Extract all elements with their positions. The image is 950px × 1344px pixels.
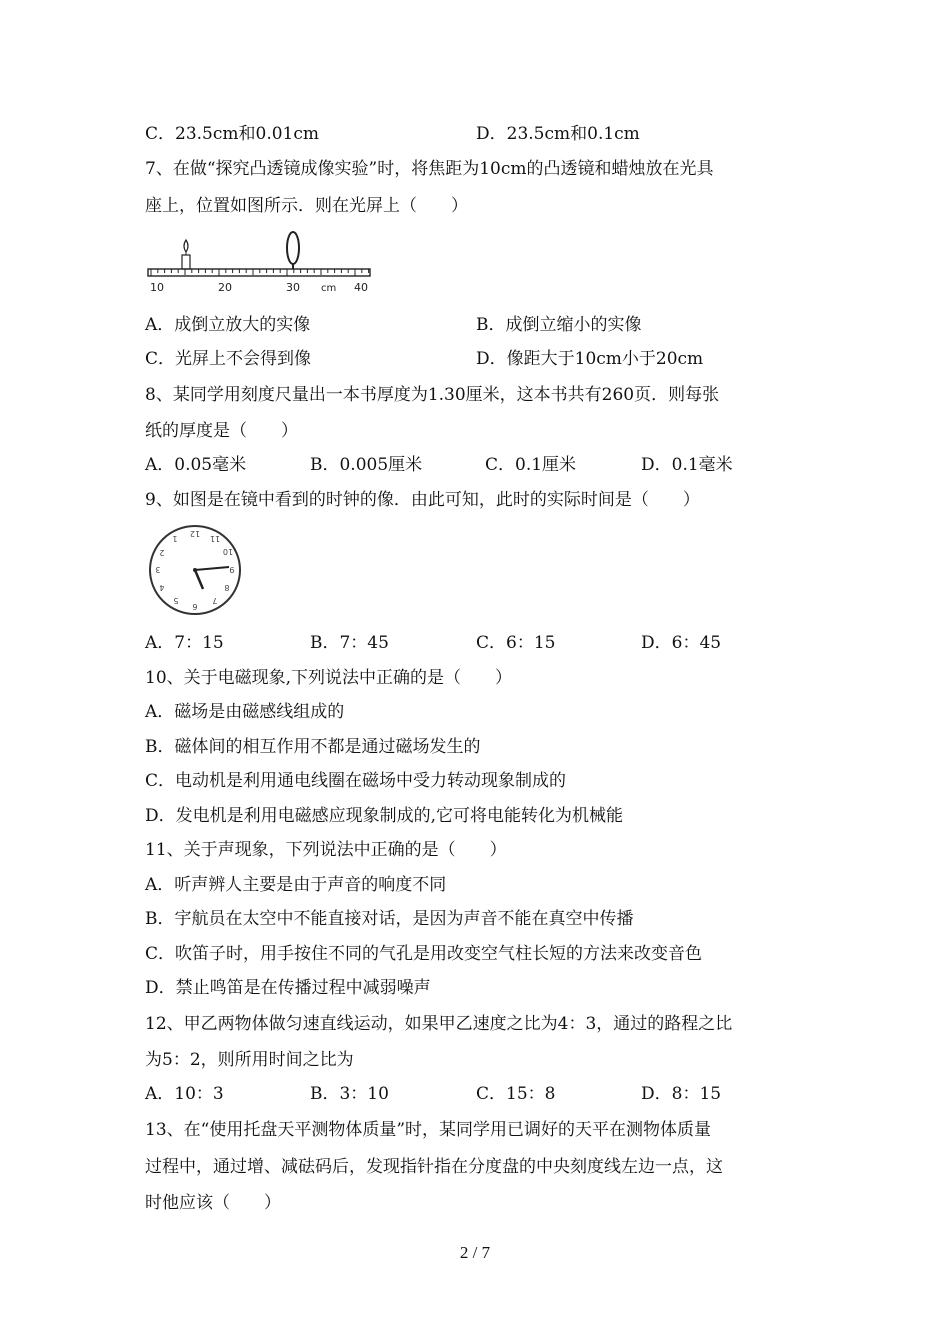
q11-option-a: A．听声辨人主要是由于声音的响度不同 — [145, 875, 447, 895]
q10-option-b: B．磁体间的相互作用不都是通过磁场发生的 — [145, 737, 481, 757]
q8-stem-line2: 纸的厚度是（ ） — [145, 421, 298, 441]
svg-text:8: 8 — [224, 583, 230, 592]
q7-option-a: A．成倒立放大的实像 — [145, 315, 311, 335]
ruler-tick-label: 10 — [150, 281, 164, 294]
q9-option-b: B．7：45 — [310, 633, 389, 653]
q8-option-d: D．0.1毫米 — [641, 455, 733, 475]
q9-stem-line1: 9、如图是在镜中看到的时钟的像．由此可知，此时的实际时间是（ ） — [145, 490, 700, 510]
q9-option-a: A．7：15 — [145, 633, 224, 653]
q8-option-a: A．0.05毫米 — [145, 455, 247, 475]
ruler-tick-label: 40 — [354, 281, 368, 294]
q12-option-b: B．3：10 — [310, 1084, 389, 1104]
svg-text:12: 12 — [189, 529, 201, 538]
candle-flame-icon — [184, 240, 188, 252]
convex-lens-icon — [287, 232, 299, 264]
q7-stem-line1: 7、在做“探究凸透镜成像实验”时，将焦距为10cm的凸透镜和蜡烛放在光具 — [145, 159, 714, 179]
q11-stem-line1: 11、关于声现象，下列说法中正确的是（ ） — [145, 840, 507, 860]
q8-option-b: B．0.005厘米 — [310, 455, 423, 475]
q11-option-d: D．禁止鸣笛是在传播过程中减弱噪声 — [145, 978, 431, 998]
q6-option-c: C．23.5cm和0.01cm — [145, 124, 319, 144]
ruler-tick-label: 30 — [286, 281, 300, 294]
q6-option-d: D．23.5cm和0.1cm — [476, 124, 640, 144]
q11-option-b: B．宇航员在太空中不能直接对话，是因为声音不能在真空中传播 — [145, 909, 634, 929]
q7-stem-line2: 座上，位置如图所示．则在光屏上（ ） — [145, 196, 468, 216]
q11-option-c: C．吹笛子时，用手按住不同的气孔是用改变空气柱长短的方法来改变音色 — [145, 944, 703, 964]
q7-option-b: B．成倒立缩小的实像 — [476, 315, 642, 335]
q10-option-d: D．发电机是利用电磁感应现象制成的,它可将电能转化为机械能 — [145, 806, 624, 826]
q13-stem-line2: 过程中，通过增、减砝码后，发现指针指在分度盘的中央刻度线左边一点，这 — [145, 1157, 723, 1177]
svg-text:6: 6 — [192, 602, 198, 611]
svg-text:1: 1 — [172, 534, 178, 543]
svg-text:9: 9 — [229, 565, 235, 574]
q8-option-c: C．0.1厘米 — [485, 455, 577, 475]
ruler-unit-label: cm — [321, 283, 337, 294]
svg-text:4: 4 — [159, 583, 165, 592]
q9-option-c: C．6：15 — [476, 633, 556, 653]
mirror-clock-figure — [147, 523, 247, 619]
q12-option-c: C．15：8 — [476, 1084, 556, 1104]
svg-text:11: 11 — [209, 534, 221, 543]
q10-option-a: A．磁场是由磁感线组成的 — [145, 702, 345, 722]
q13-stem-line3: 时他应该（ ） — [145, 1193, 281, 1213]
q12-stem-line1: 12、甲乙两物体做匀速直线运动，如果甲乙速度之比为4：3，通过的路程之比 — [145, 1014, 733, 1034]
q8-stem-line1: 8、某同学用刻度尺量出一本书厚度为1.30厘米，这本书共有260页．则每张 — [145, 385, 720, 405]
q12-option-d: D．8：15 — [641, 1084, 722, 1104]
page-number: 2 / 7 — [459, 1243, 491, 1262]
optical-bench-figure — [145, 228, 375, 298]
svg-text:3: 3 — [155, 565, 161, 574]
clock-hour-hand — [195, 570, 203, 589]
q12-stem-line2: 为5：2，则所用时间之比为 — [145, 1050, 354, 1070]
ruler-tick-label: 20 — [218, 281, 232, 294]
q7-option-c: C．光屏上不会得到像 — [145, 349, 312, 369]
q9-option-d: D．6：45 — [641, 633, 722, 653]
svg-text:10: 10 — [222, 547, 234, 556]
q13-stem-line1: 13、在“使用托盘天平测物体质量”时，某同学用已调好的天平在测物体质量 — [145, 1120, 712, 1140]
svg-text:7: 7 — [212, 596, 218, 605]
svg-text:5: 5 — [173, 596, 179, 605]
candle-icon — [182, 255, 190, 269]
svg-text:2: 2 — [159, 548, 165, 557]
clock-minute-hand — [195, 567, 229, 570]
q10-option-c: C．电动机是利用通电线圈在磁场中受力转动现象制成的 — [145, 771, 567, 791]
q7-option-d: D．像距大于10cm小于20cm — [476, 349, 704, 369]
q10-stem-line1: 10、关于电磁现象,下列说法中正确的是（ ） — [145, 668, 513, 688]
q12-option-a: A．10：3 — [145, 1084, 224, 1104]
ruler-bar — [148, 269, 370, 276]
